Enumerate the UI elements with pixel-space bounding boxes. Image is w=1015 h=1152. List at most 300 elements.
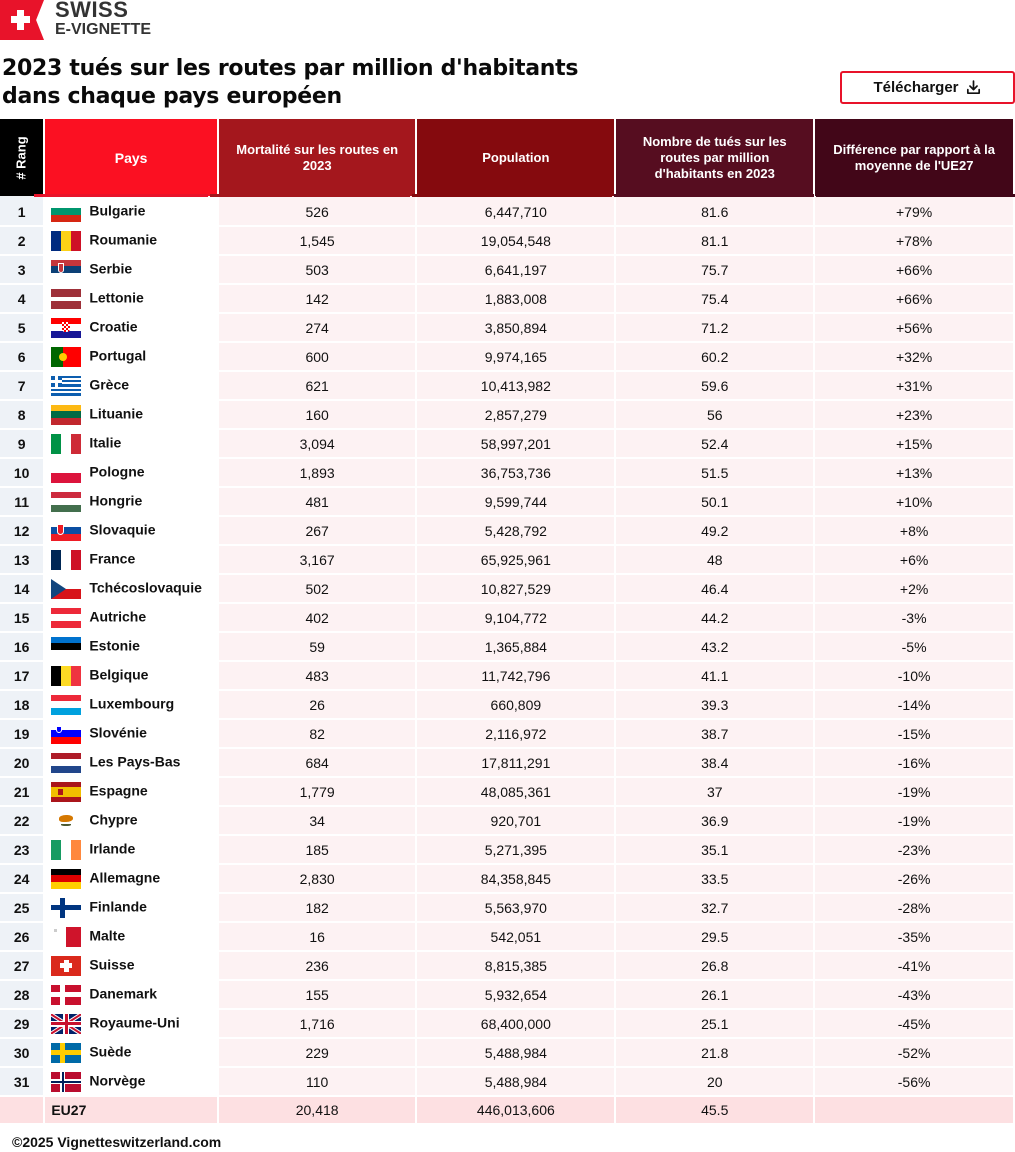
deaths-cell: 1,893 <box>219 457 416 486</box>
table-row <box>0 283 1013 312</box>
deaths-cell: 402 <box>219 602 416 631</box>
swiss-cross-icon <box>0 0 44 40</box>
rank-cell: 4 <box>0 283 43 312</box>
flag-it-icon <box>51 434 81 454</box>
per-million-cell: 38.4 <box>616 747 813 776</box>
country-name: Lituanie <box>89 405 144 422</box>
page-title <box>2 55 578 111</box>
header-underline <box>210 194 410 197</box>
population-cell: 9,599,744 <box>417 486 614 515</box>
rank-cell: 29 <box>0 1008 43 1037</box>
population-cell: 6,447,710 <box>417 196 614 225</box>
country-cell <box>45 863 217 892</box>
deaths-cell: 236 <box>219 950 416 979</box>
rank-cell: 11 <box>0 486 43 515</box>
table-row <box>0 689 1013 718</box>
per-million-cell: 45.5 <box>616 1095 813 1123</box>
per-million-cell: 35.1 <box>616 834 813 863</box>
rank-cell: 15 <box>0 602 43 631</box>
footer-copyright: ©2025 Vignetteswitzerland.com <box>12 1134 222 1150</box>
download-icon <box>965 79 982 96</box>
population-cell: 5,428,792 <box>417 515 614 544</box>
country-cell <box>45 370 217 399</box>
country-cell <box>45 747 217 776</box>
difference-cell: -43% <box>815 979 1013 1008</box>
difference-cell: -19% <box>815 776 1013 805</box>
rank-cell: 1 <box>0 196 43 225</box>
table-row <box>0 312 1013 341</box>
rank-cell: 26 <box>0 921 43 950</box>
flag-pl-icon <box>51 463 81 483</box>
country-name: Slovaquie <box>89 521 156 538</box>
deaths-cell: 229 <box>219 1037 416 1066</box>
table-row <box>0 515 1013 544</box>
header-underline <box>614 194 814 197</box>
difference-cell: -3% <box>815 602 1013 631</box>
deaths-cell: 502 <box>219 573 416 602</box>
per-million-cell: 26.8 <box>616 950 813 979</box>
per-million-cell: 81.1 <box>616 225 813 254</box>
population-cell: 36,753,736 <box>417 457 614 486</box>
difference-cell: -19% <box>815 805 1013 834</box>
table-row <box>0 486 1013 515</box>
population-cell: 1,365,884 <box>417 631 614 660</box>
col-header-country: Pays <box>45 119 217 196</box>
difference-cell: -28% <box>815 892 1013 921</box>
country-name: Les Pays-Bas <box>89 753 181 770</box>
difference-cell: +6% <box>815 544 1013 573</box>
logo <box>0 0 151 40</box>
table-row <box>0 776 1013 805</box>
country-cell <box>45 196 217 225</box>
col-header-deaths: Mortalité sur les routes en 2023 <box>219 119 416 196</box>
country-cell <box>45 573 217 602</box>
rank-cell: 22 <box>0 805 43 834</box>
country-name: Bulgarie <box>89 202 146 219</box>
country-name: France <box>89 550 136 567</box>
population-cell: 68,400,000 <box>417 1008 614 1037</box>
deaths-cell: 274 <box>219 312 416 341</box>
country-name: Grèce <box>89 376 130 393</box>
country-cell <box>45 283 217 312</box>
population-cell: 446,013,606 <box>417 1095 614 1123</box>
difference-cell: +31% <box>815 370 1013 399</box>
rank-cell: 9 <box>0 428 43 457</box>
difference-cell: +8% <box>815 515 1013 544</box>
rank-cell: 18 <box>0 689 43 718</box>
difference-cell: -26% <box>815 863 1013 892</box>
flag-dk-icon <box>51 985 81 1005</box>
flag-hu-icon <box>51 492 81 512</box>
rank-cell: 25 <box>0 892 43 921</box>
rank-cell: 10 <box>0 457 43 486</box>
flag-at-icon <box>51 608 81 628</box>
header-underline <box>34 194 208 197</box>
deaths-cell: 267 <box>219 515 416 544</box>
country-name: Belgique <box>89 666 149 683</box>
difference-cell: +10% <box>815 486 1013 515</box>
flag-es-icon <box>51 782 81 802</box>
country-name: Autriche <box>89 608 147 625</box>
country-name: Norvège <box>89 1072 146 1089</box>
country-cell <box>45 1066 217 1095</box>
country-cell <box>45 834 217 863</box>
rank-cell: 16 <box>0 631 43 660</box>
table-row <box>0 747 1013 776</box>
country-name: Roumanie <box>89 231 158 248</box>
rank-cell: 19 <box>0 718 43 747</box>
population-cell: 5,271,395 <box>417 834 614 863</box>
col-header-difference: Différence par rapport à la moyenne de l'UE27 <box>815 119 1013 196</box>
flag-bg-icon <box>51 202 81 222</box>
per-million-cell: 43.2 <box>616 631 813 660</box>
table-row <box>0 660 1013 689</box>
country-cell <box>45 776 217 805</box>
flag-si-icon <box>51 724 81 744</box>
per-million-cell: 56 <box>616 399 813 428</box>
deaths-cell: 20,418 <box>219 1095 416 1123</box>
rank-cell: 21 <box>0 776 43 805</box>
rank-cell: 23 <box>0 834 43 863</box>
population-cell: 6,641,197 <box>417 254 614 283</box>
flag-lv-icon <box>51 289 81 309</box>
difference-cell: +66% <box>815 283 1013 312</box>
per-million-cell: 20 <box>616 1066 813 1095</box>
data-table <box>0 119 1015 1123</box>
rank-cell: 27 <box>0 950 43 979</box>
table-row <box>0 341 1013 370</box>
table-row <box>0 370 1013 399</box>
table-row <box>0 979 1013 1008</box>
rank-cell: 12 <box>0 515 43 544</box>
flag-lu-icon <box>51 695 81 715</box>
per-million-cell: 51.5 <box>616 457 813 486</box>
deaths-cell: 59 <box>219 631 416 660</box>
country-cell <box>45 660 217 689</box>
per-million-cell: 75.4 <box>616 283 813 312</box>
country-name: Serbie <box>89 260 133 277</box>
table-row <box>0 399 1013 428</box>
country-name: Slovénie <box>89 724 147 741</box>
difference-cell: +2% <box>815 573 1013 602</box>
difference-cell: +66% <box>815 254 1013 283</box>
flag-ro-icon <box>51 231 81 251</box>
rank-cell: 13 <box>0 544 43 573</box>
deaths-cell: 1,716 <box>219 1008 416 1037</box>
table-row <box>0 225 1013 254</box>
difference-cell: +13% <box>815 457 1013 486</box>
deaths-cell: 481 <box>219 486 416 515</box>
table-row <box>0 950 1013 979</box>
per-million-cell: 46.4 <box>616 573 813 602</box>
difference-cell: +78% <box>815 225 1013 254</box>
country-cell <box>45 602 217 631</box>
per-million-cell: 59.6 <box>616 370 813 399</box>
deaths-cell: 110 <box>219 1066 416 1095</box>
difference-cell: +79% <box>815 196 1013 225</box>
logo-line1: SWISS <box>55 0 129 22</box>
population-cell: 2,857,279 <box>417 399 614 428</box>
per-million-cell: 60.2 <box>616 341 813 370</box>
deaths-cell: 26 <box>219 689 416 718</box>
flag-pt-icon <box>51 347 81 367</box>
rank-cell: 5 <box>0 312 43 341</box>
header-underline <box>816 194 1015 197</box>
rank-cell: 17 <box>0 660 43 689</box>
deaths-cell: 1,779 <box>219 776 416 805</box>
population-cell: 65,925,961 <box>417 544 614 573</box>
population-cell: 5,488,984 <box>417 1037 614 1066</box>
rank-cell: 6 <box>0 341 43 370</box>
country-cell <box>45 225 217 254</box>
country-cell <box>45 1095 217 1123</box>
rank-cell: 30 <box>0 1037 43 1066</box>
flag-mt-icon <box>51 927 81 947</box>
country-name: Suède <box>89 1043 132 1060</box>
country-cell <box>45 950 217 979</box>
country-cell <box>45 1008 217 1037</box>
difference-cell: -52% <box>815 1037 1013 1066</box>
per-million-cell: 29.5 <box>616 921 813 950</box>
per-million-cell: 41.1 <box>616 660 813 689</box>
population-cell: 10,827,529 <box>417 573 614 602</box>
table-row <box>0 834 1013 863</box>
deaths-cell: 600 <box>219 341 416 370</box>
population-cell: 5,488,984 <box>417 1066 614 1095</box>
table-row <box>0 428 1013 457</box>
population-cell: 660,809 <box>417 689 614 718</box>
population-cell: 2,116,972 <box>417 718 614 747</box>
population-cell: 9,104,772 <box>417 602 614 631</box>
population-cell: 3,850,894 <box>417 312 614 341</box>
deaths-cell: 185 <box>219 834 416 863</box>
total-row <box>0 1095 1013 1123</box>
flag-cy-icon <box>51 811 81 831</box>
rank-cell: 2 <box>0 225 43 254</box>
rank-cell: 20 <box>0 747 43 776</box>
table-header-row <box>0 119 1013 196</box>
rank-cell: 31 <box>0 1066 43 1095</box>
per-million-cell: 37 <box>616 776 813 805</box>
population-cell: 11,742,796 <box>417 660 614 689</box>
deaths-cell: 160 <box>219 399 416 428</box>
rank-cell: 3 <box>0 254 43 283</box>
country-name: Luxembourg <box>89 695 175 712</box>
difference-cell: -10% <box>815 660 1013 689</box>
table-row <box>0 1066 1013 1095</box>
country-name: Portugal <box>89 347 147 364</box>
flag-be-icon <box>51 666 81 686</box>
deaths-cell: 155 <box>219 979 416 1008</box>
difference-cell: +23% <box>815 399 1013 428</box>
population-cell: 17,811,291 <box>417 747 614 776</box>
per-million-cell: 52.4 <box>616 428 813 457</box>
per-million-cell: 44.2 <box>616 602 813 631</box>
country-cell <box>45 486 217 515</box>
flag-ee-icon <box>51 637 81 657</box>
country-cell <box>45 312 217 341</box>
flag-cz-icon <box>51 579 81 599</box>
deaths-cell: 503 <box>219 254 416 283</box>
population-cell: 5,563,970 <box>417 892 614 921</box>
download-button[interactable] <box>840 71 1015 104</box>
flag-de-icon <box>51 869 81 889</box>
country-cell <box>45 979 217 1008</box>
population-cell: 58,997,201 <box>417 428 614 457</box>
col-header-per-million: Nombre de tués sur les routes par million d'habitants en 2023 <box>616 119 813 196</box>
per-million-cell: 50.1 <box>616 486 813 515</box>
deaths-cell: 34 <box>219 805 416 834</box>
country-cell <box>45 805 217 834</box>
per-million-cell: 81.6 <box>616 196 813 225</box>
table-row <box>0 254 1013 283</box>
deaths-cell: 142 <box>219 283 416 312</box>
flag-no-icon <box>51 1072 81 1092</box>
country-cell <box>45 399 217 428</box>
difference-cell: -16% <box>815 747 1013 776</box>
country-name: Espagne <box>89 782 148 799</box>
per-million-cell: 32.7 <box>616 892 813 921</box>
col-header-population: Population <box>417 119 614 196</box>
rank-cell: 24 <box>0 863 43 892</box>
flag-sk-icon <box>51 521 81 541</box>
per-million-cell: 49.2 <box>616 515 813 544</box>
table-row <box>0 573 1013 602</box>
per-million-cell: 33.5 <box>616 863 813 892</box>
difference-cell: -35% <box>815 921 1013 950</box>
population-cell: 48,085,361 <box>417 776 614 805</box>
country-name: Hongrie <box>89 492 143 509</box>
difference-cell: -45% <box>815 1008 1013 1037</box>
table-row <box>0 196 1013 225</box>
per-million-cell: 21.8 <box>616 1037 813 1066</box>
flag-se-icon <box>51 1043 81 1063</box>
rank-cell: 8 <box>0 399 43 428</box>
difference-cell <box>815 1095 1013 1123</box>
country-name: EU27 <box>51 1102 87 1118</box>
logo-line2: E-VIGNETTE <box>55 20 152 38</box>
per-million-cell: 26.1 <box>616 979 813 1008</box>
deaths-cell: 621 <box>219 370 416 399</box>
population-cell: 1,883,008 <box>417 283 614 312</box>
difference-cell: +32% <box>815 341 1013 370</box>
flag-gr-icon <box>51 376 81 396</box>
title-line1: 2023 tués sur les routes par million d'habitants <box>2 56 579 81</box>
flag-lt-icon <box>51 405 81 425</box>
flag-nl-icon <box>51 753 81 773</box>
country-cell <box>45 1037 217 1066</box>
table-row <box>0 1037 1013 1066</box>
per-million-cell: 25.1 <box>616 1008 813 1037</box>
country-cell <box>45 689 217 718</box>
country-name: Chypre <box>89 811 138 828</box>
difference-cell: +56% <box>815 312 1013 341</box>
table-row <box>0 863 1013 892</box>
difference-cell: -14% <box>815 689 1013 718</box>
difference-cell: -5% <box>815 631 1013 660</box>
country-cell <box>45 515 217 544</box>
difference-cell: +15% <box>815 428 1013 457</box>
rank-cell: 28 <box>0 979 43 1008</box>
title-line2: dans chaque pays européen <box>2 84 342 109</box>
country-name: Lettonie <box>89 289 144 306</box>
country-name: Italie <box>89 434 122 451</box>
population-cell: 542,051 <box>417 921 614 950</box>
table-row <box>0 631 1013 660</box>
population-cell: 5,932,654 <box>417 979 614 1008</box>
col-header-rank: # Rang <box>0 119 43 196</box>
difference-cell: -56% <box>815 1066 1013 1095</box>
country-name: Danemark <box>89 985 158 1002</box>
country-cell <box>45 428 217 457</box>
country-name: Irlande <box>89 840 136 857</box>
per-million-cell: 38.7 <box>616 718 813 747</box>
country-name: Royaume-Uni <box>89 1014 180 1031</box>
table-row <box>0 602 1013 631</box>
country-name: Allemagne <box>89 869 161 886</box>
difference-cell: -23% <box>815 834 1013 863</box>
country-name: Pologne <box>89 463 145 480</box>
deaths-cell: 3,167 <box>219 544 416 573</box>
rank-cell: 7 <box>0 370 43 399</box>
table-row <box>0 892 1013 921</box>
deaths-cell: 2,830 <box>219 863 416 892</box>
deaths-cell: 82 <box>219 718 416 747</box>
country-cell <box>45 921 217 950</box>
rank-cell: 14 <box>0 573 43 602</box>
deaths-cell: 483 <box>219 660 416 689</box>
population-cell: 19,054,548 <box>417 225 614 254</box>
country-cell <box>45 718 217 747</box>
country-name: Malte <box>89 927 126 944</box>
deaths-cell: 182 <box>219 892 416 921</box>
table-row <box>0 921 1013 950</box>
deaths-cell: 684 <box>219 747 416 776</box>
country-cell <box>45 341 217 370</box>
country-name: Finlande <box>89 898 147 915</box>
table-row <box>0 718 1013 747</box>
country-name: Estonie <box>89 637 140 654</box>
flag-fi-icon <box>51 898 81 918</box>
table-row <box>0 544 1013 573</box>
per-million-cell: 39.3 <box>616 689 813 718</box>
header-underline <box>412 194 612 197</box>
flag-fr-icon <box>51 550 81 570</box>
per-million-cell: 75.7 <box>616 254 813 283</box>
country-name: Tchécoslovaquie <box>89 579 202 596</box>
deaths-cell: 526 <box>219 196 416 225</box>
deaths-cell: 1,545 <box>219 225 416 254</box>
deaths-cell: 3,094 <box>219 428 416 457</box>
table-row <box>0 457 1013 486</box>
country-name: Croatie <box>89 318 138 335</box>
flag-rs-icon <box>51 260 81 280</box>
country-cell <box>45 892 217 921</box>
deaths-cell: 16 <box>219 921 416 950</box>
table-row <box>0 805 1013 834</box>
per-million-cell: 48 <box>616 544 813 573</box>
table-row <box>0 1008 1013 1037</box>
per-million-cell: 36.9 <box>616 805 813 834</box>
country-cell <box>45 631 217 660</box>
flag-ch-icon <box>51 956 81 976</box>
population-cell: 9,974,165 <box>417 341 614 370</box>
difference-cell: -41% <box>815 950 1013 979</box>
flag-hr-icon <box>51 318 81 338</box>
country-cell <box>45 544 217 573</box>
rank-cell <box>0 1095 43 1123</box>
country-cell <box>45 457 217 486</box>
